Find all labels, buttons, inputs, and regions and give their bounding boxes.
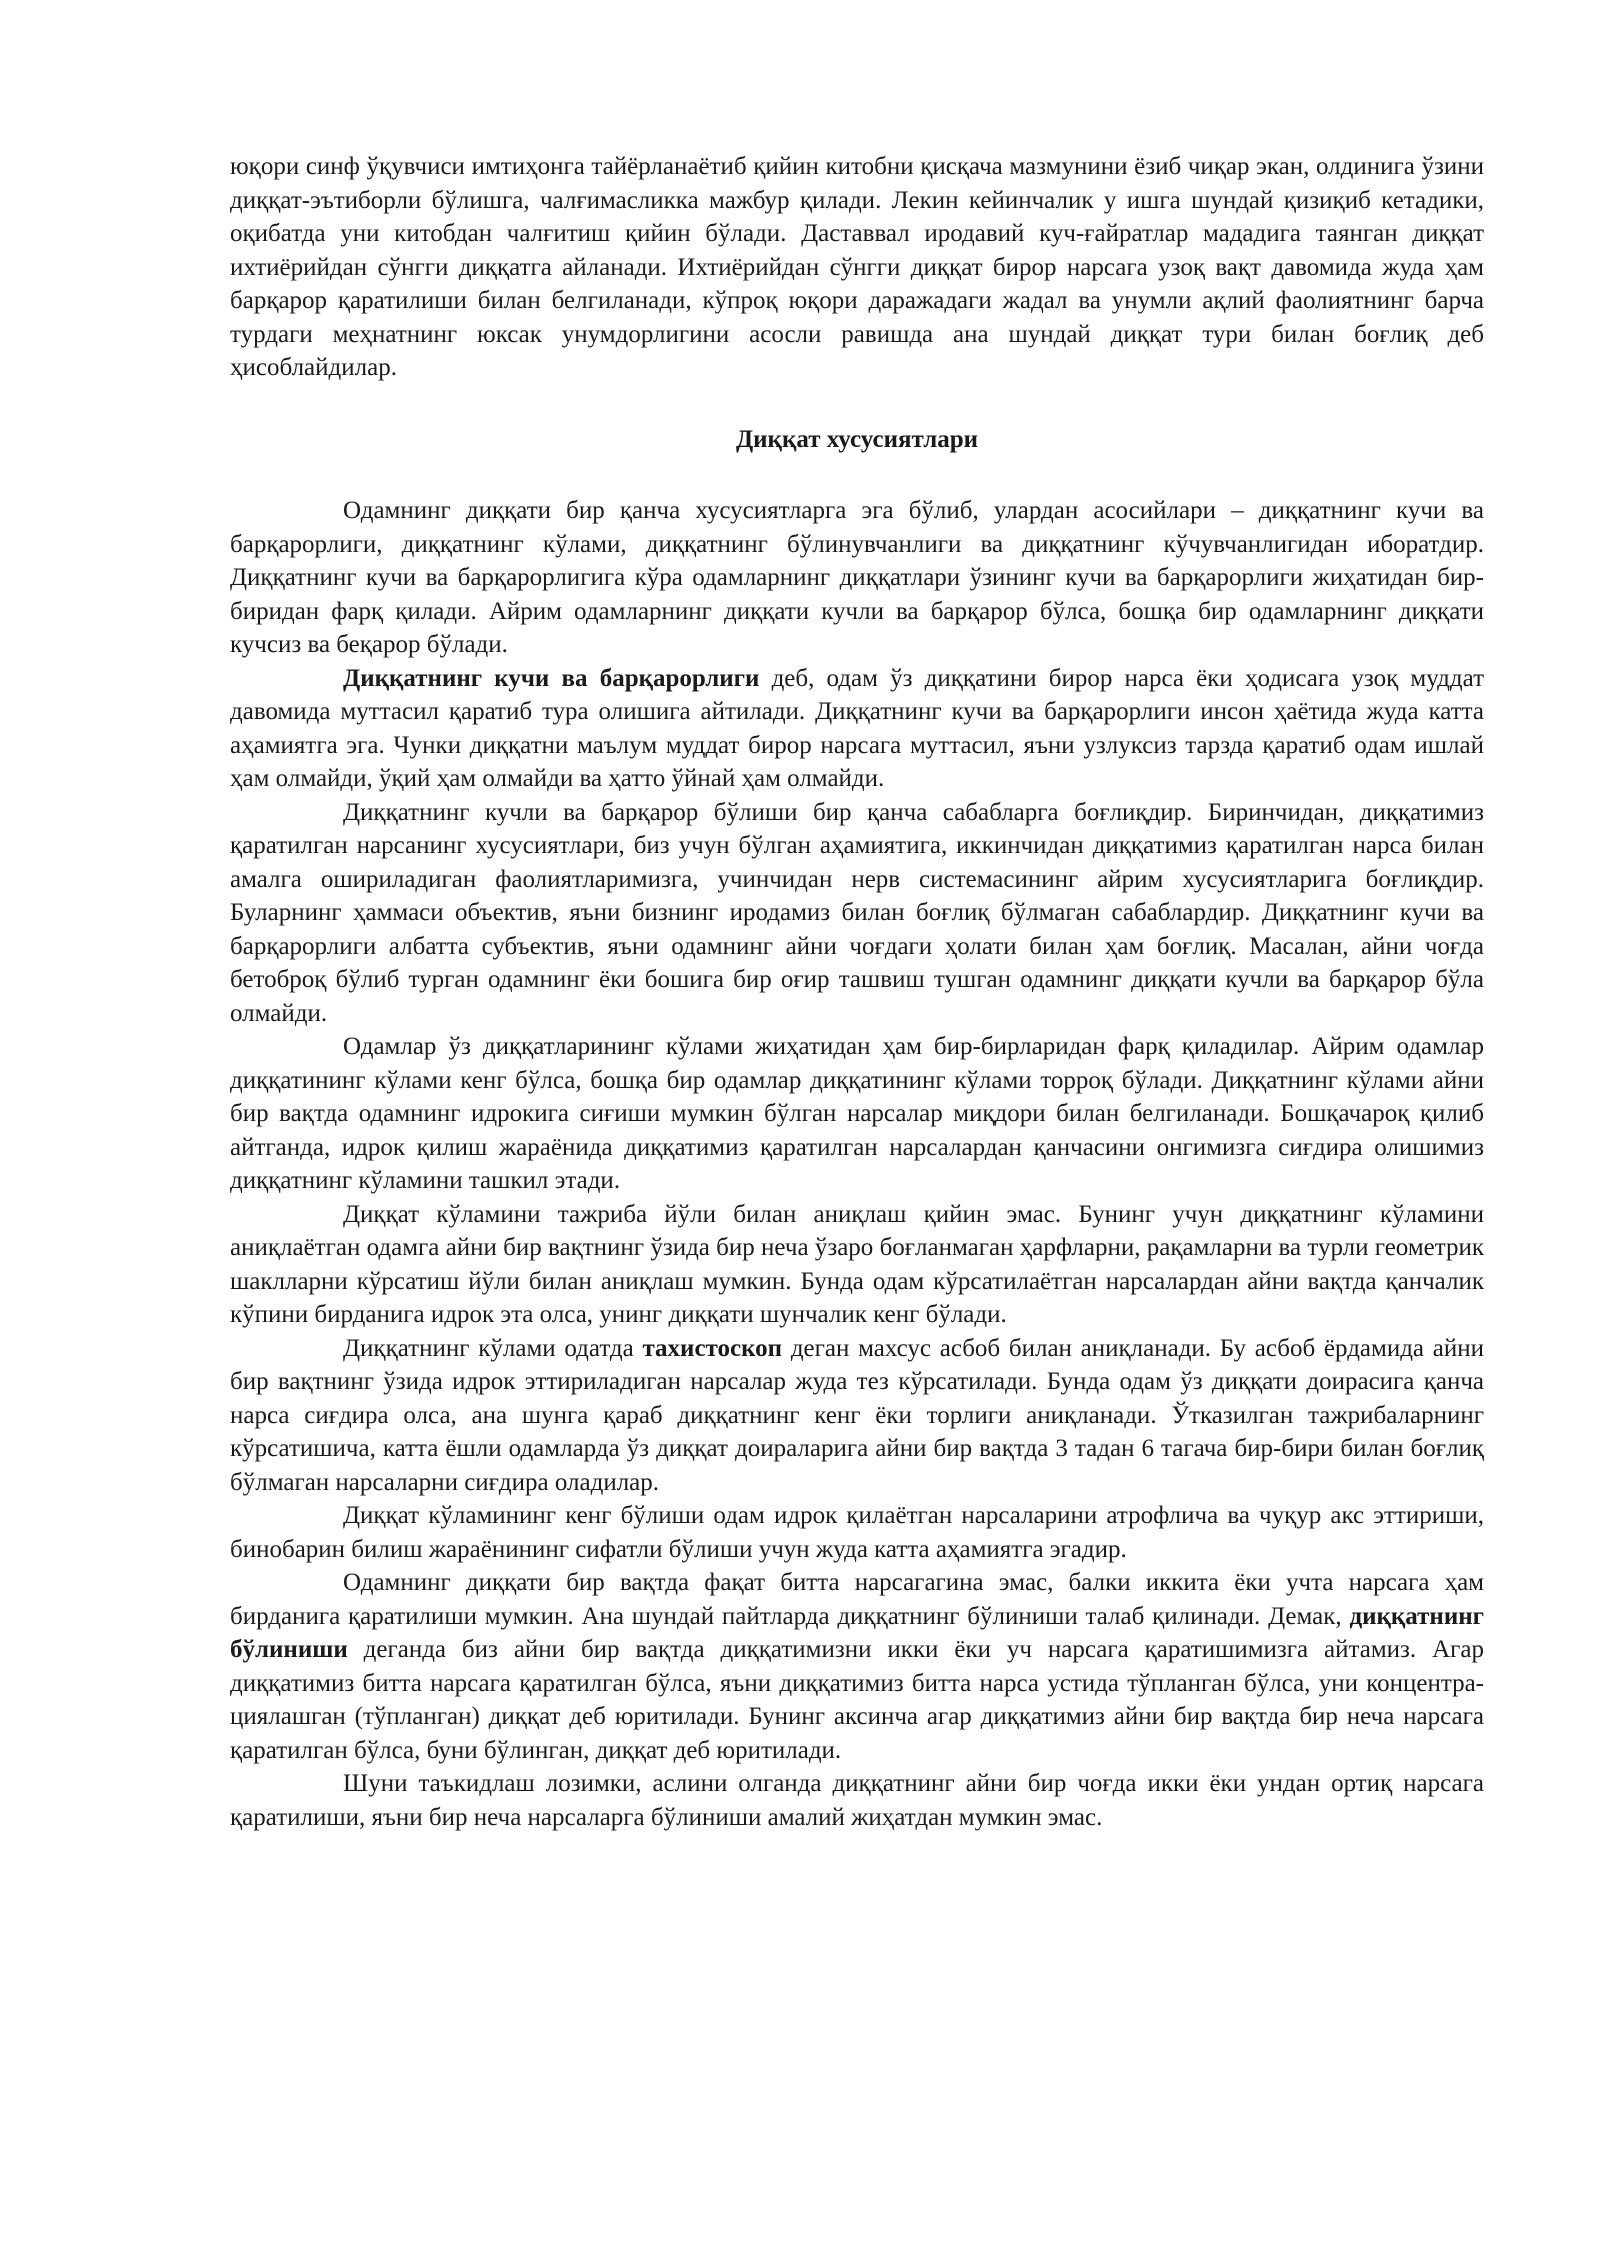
paragraph-text: деган махсус асбоб билан аниқланади. Бу асбоб ёрдамида айни бир вақтнинг ўзида идрок эттириладиган нарсалар жуда тез кўрсатилади. Бунда одам ўз диққати доирасига қанча нарса сиғдира олса, ана шунга қараб диққатнинг кенг ёки торлиги аниқланади. Ўтказилган тажрибаларнинг кўрсатишича, катта ёшли одамларда ўз диққат доираларига айни бир вақтда 3 тадан 6 тагача бир-бири билан боғлиқ бўлмаган нарсаларни сиғдира оладилар. [230,1334,1484,1496]
paragraph-strength-stability [230,662,1484,796]
paragraph-text: Одамнинг диққати бир вақтда фақат битта нарсагагина эмас, балки иккита ёки учта нарсага ҳам бирданига қаратилиши мумкин. Ана шундай пайтларда диққатнинг бўлиниши талаб қилинади. Демак, [230,1569,1484,1630]
paragraph-scope: Одамлар ўз диққатларининг кўлами жиҳатидан ҳам бир-бирларидан фарқ қиладилар. Айрим одамлар диққатининг кўлами кенг бўлса, бошқа бир одамлар диққатининг кўлами торроқ бўлади. Диққатнинг кўлами айни бир вақтда одамнинг идрокига сиғиши мумкин бўлган нарсалар миқдори билан белгиланади. Бошқачароқ қилиб айтганда, идрок қилиш жараёнида диққатимиз қаратилган нарсалардан қанчасини онгимизга сиғдира олишимиз диққатнинг кўламини ташкил этади. [230,1033,1484,1194]
term-strength-stability: Диққатнинг кучи ва барқарорлиги [343,664,760,692]
paragraph-text: деб, одам ўз диққатини бирор нарса ёки ҳодисага узоқ муддат давомида муттасил қаратиб тура олишига айтилади. Диққатнинг кучи ва барқарорлиги инсон ҳаётида жуда катта аҳамиятга эга. Чунки диққатни маълум муддат бирор нарсага муттасил, яъни узлуксиз тарзда қаратиб одам ишлай ҳам олмайди, ўқий ҳам олмайди ва ҳатто ўйнай ҳам олмайди. [230,664,1484,792]
document-page [230,150,1484,1834]
paragraph-scope-experiment: Диққат кўламини тажриба йўли билан аниқлаш қийин эмас. Бунинг учун диққатнинг кўламини аниқлаётган одамга айни бир вақтнинг ўзида бир неча ўзаро боғланмаган ҳарфларни, рақамларни ва турли геометрик шаклларни кўрсатиш йўли билан аниқлаш мумкин. Бунда одам кўрсатилаётган нарсалардан айни вақтда қанчалик кўпини бирданига идрок эта олса, унинг диққати шунчалик кенг бўлади. [230,1200,1484,1328]
paragraph-division-note: Шуни таъкидлаш лозимки, аслини олганда диққатнинг айни бир чоғда икки ёки ундан ортиқ нарсага қаратилиши, яъни бир неча нарсаларга бўлиниши амалий жиҳатдан мумкин эмас. [230,1770,1484,1831]
paragraph-division [230,1566,1484,1767]
paragraph-properties-overview: Одамнинг диққати бир қанча хусусиятларга эга бўлиб, улардан асосийлари – диққатнинг кучи ва барқарорлиги, диққатнинг кўлами, диққатнинг бўлинувчанлиги ва диққатнинг кўчувчанлигидан иборатдир. Диққатнинг кучи ва барқарорлигига кўра одамларнинг диққатлари ўзининг кучи ва барқарорлиги жиҳатидан бир-биридан фарқ қилади. Айрим одамларнинг диққати кучли ва барқарор бўлса, бошқа бир одамларнинг диққати кучсиз ва беқарор бўлади. [230,497,1484,658]
term-division: диққатнинг бўлиниши [230,1602,1484,1663]
paragraph-text: деганда биз айни бир вақтда диққатимизни икки ёки уч нарсага қаратишимизга айтамиз. Агар диққатимиз битта нарсага қаратилган бўлса, яъни диққатимиз битта нарса устида тўпланган бўлса, уни концентра-циялашган (тўпланган) диққат деб юритилади. Бунинг аксинча агар диққатимиз айни бир вақтда бир неча нарсага қаратилган бўлса, буни бўлинган, диққат деб юритилади. [230,1636,1484,1764]
paragraph-scope-importance: Диққат кўламининг кенг бўлиши одам идрок қилаётган нарсаларини атрофлича ва чуқур акс эттириши, бинобарин билиш жараёнининг сифатли бўлиши учун жуда катта аҳамиятга эгадир. [230,1502,1484,1563]
term-tachistoscope: тахистоскоп [642,1334,783,1362]
section-heading: Диққат хусусиятлари [735,425,979,453]
paragraph-tachistoscope [230,1332,1484,1500]
paragraph-causes: Диққатнинг кучли ва барқарор бўлиши бир қанча сабабларга боғлиқдир. Биринчидан, диққатимиз қаратилган нарсанинг хусусиятлари, биз учун бўлган аҳамиятига, иккинчидан диққатимиз қаратилган нарса билан амалга ошириладиган фаолиятларимизга, учинчидан нерв системасининг айрим хусусиятларига боғлиқдир. Буларнинг ҳаммаси объектив, яъни бизнинг иродамиз билан боғлиқ бўлмаган сабаблардир. Диққатнинг кучи ва барқарорлиги албатта субъектив, яъни одамнинг айни чоғдаги ҳолати билан ҳам боғлиқ. Масалан, айни чоғда бетоброқ бўлиб турган одамнинг ёки бошига бир оғир ташвиш тушган одамнинг диққати кучли ва барқарор бўла олмайди. [230,798,1484,1027]
intro-paragraph: юқори синф ўқувчиси имтиҳонга тайёрланаётиб қийин китобни қисқача мазмунини ёзиб чиқар экан, олдинига ўзини диққат-эътиборли бўлишга, чалғимасликка мажбур қилади. Лекин кейинчалик у ишга шундай қизиқиб кетадики, оқибатда уни китобдан чалғитиш қийин бўлади. Даставвал иродавий куч-ғайратлар мададига таянган диққат ихтиёрийдан сўнгги диққатга айланади. Ихтиёрийдан сўнгги диққат бирор нарсага узоқ вақт давомида жуда ҳам барқарор қаратилиши билан белгиланади, кўпроқ юқори даражадаги жадал ва унумли ақлий фаолиятнинг барча турдаги меҳнатнинг юксак унумдорлигини асосли равишда ана шундай диққат тури билан боғлиқ деб ҳисоблайдилар. [230,153,1484,381]
paragraph-text: Диққатнинг кўлами одатда [343,1334,643,1362]
